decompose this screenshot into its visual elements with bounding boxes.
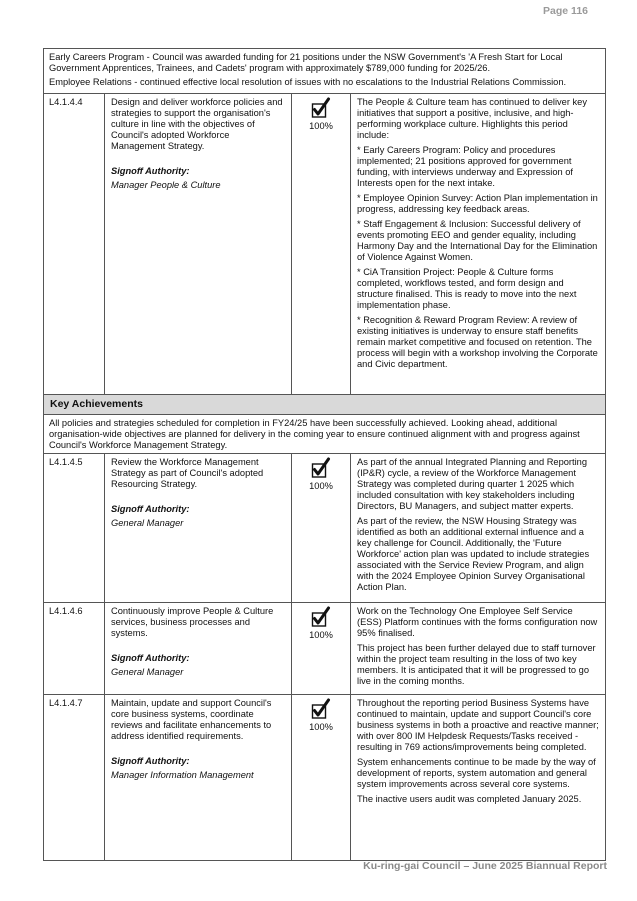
signoff-label: Signoff Authority: (111, 166, 190, 176)
completion-percent: 100% (309, 121, 333, 131)
comment-paragraph: As part of the review, the NSW Housing Strategy was identified as both an additional external influence and a key challenge for Council. Additionally, the 'Future Workforce' action plan was updated to include strategies associated with the Service Review Program, and align with the 2024 Employee Opinion Survey Organisational Action Plan. (357, 516, 590, 592)
comment-paragraph: As part of the annual Integrated Planning and Reporting (IP&R) cycle, a review of the Workforce Management Strategy was completed during quarter 1 2025 which included consultation with key stakeholders including Directors, BU Managers, and subject matter experts. (357, 457, 588, 511)
comment-paragraph: * Early Careers Program: Policy and procedures implemented; 21 positions approved for government funding, with interviews underway and Expression of Interests open for the next intake. (357, 145, 574, 188)
action-description: Continuously improve People & Culture services, business processes and systems. (111, 606, 274, 638)
comment-paragraph: Work on the Technology One Employee Self Service (ESS) Platform continues with the forms configuration now 95% finalised. (357, 606, 598, 638)
comments-cell (351, 94, 605, 394)
action-code: L4.1.4.6 (44, 603, 105, 694)
checkbox-tick-icon (292, 457, 350, 479)
action-description-cell (105, 454, 292, 602)
action-code: L4.1.4.5 (44, 454, 105, 602)
page-number: Page 116 (543, 5, 588, 17)
action-description-cell (105, 603, 292, 694)
signoff-name: General Manager (111, 518, 184, 528)
comments-cell (351, 695, 605, 860)
signoff-name: General Manager (111, 667, 184, 677)
comment-paragraph: * Employee Opinion Survey: Action Plan implementation in progress, addressing key feedback areas. (357, 193, 598, 214)
key-achievements-text: All policies and strategies scheduled for completion in FY24/25 have been successfully achieved. Looking ahead, additional organisation-wide objectives are planned for delivery in the coming year to ensure continued alignment with and progress against Council's Workforce Management Strategy. (49, 418, 580, 450)
signoff-label: Signoff Authority: (111, 756, 190, 766)
comment-paragraph: * Recognition & Reward Program Review: A review of existing initiatives is underway to ensure staff benefits remain market competitive and focused on retention. The process will begin with a workshop involving the Corporate and Civic department. (357, 315, 598, 369)
checkbox-tick-icon (292, 606, 350, 628)
intro-employee-relations: Employee Relations - continued effective local resolution of issues with no escalations to the Industrial Relations Commission. (49, 77, 567, 87)
action-description-cell (105, 94, 292, 394)
comment-paragraph: Throughout the reporting period Business Systems have continued to maintain, update and support Council's core business systems in both a proactive and reactive manner; with over 800 IM Helpdesk Requests/Tasks received - resulting in 769 actions/improvements being completed. (357, 698, 599, 752)
action-description: Maintain, update and support Council's core business systems, coordinate reviews and facilitate enhancements to address identified requirements. (111, 698, 272, 741)
intro-block (44, 49, 605, 93)
action-description: Design and deliver workforce policies and strategies to support the organisation's culture in line with the objectives of Council's adopted Workforce Management Strategy. (111, 97, 283, 151)
key-achievements-heading: Key Achievements (44, 394, 605, 414)
checkbox-tick-icon (292, 698, 350, 720)
comment-paragraph: * CiA Transition Project: People & Culture forms completed, workflows tested, and form design and structure finalised. This is ready to move into the next implementation phase. (357, 267, 577, 310)
signoff-name: Manager People & Culture (111, 180, 221, 190)
key-achievements-text-block (44, 414, 605, 453)
rows-bottom (44, 453, 605, 860)
comment-paragraph: System enhancements continue to be made by the way of development of reports, system automation and general system improvements across several core systems. (357, 757, 596, 789)
completion-percent: 100% (309, 722, 333, 732)
table-box (43, 48, 606, 861)
status-cell (292, 695, 351, 860)
rows-top (44, 93, 605, 394)
action-code: L4.1.4.4 (44, 94, 105, 394)
comments-cell (351, 454, 605, 602)
table-row (44, 93, 605, 394)
table-row (44, 602, 605, 694)
signoff-label: Signoff Authority: (111, 504, 190, 514)
comment-paragraph: The People & Culture team has continued to deliver key initiatives that support a positive, inclusive, and high-performing workplace culture. Highlights this period include: (357, 97, 587, 140)
table-row (44, 453, 605, 602)
action-code: L4.1.4.7 (44, 695, 105, 860)
intro-early-careers: Early Careers Program - Council was awarded funding for 21 positions under the NSW Government's 'A Fresh Start for Local Government Apprentices, Trainees, and Cadets' program with approximately $789,000 funding for 2025/26. (49, 52, 563, 73)
completion-percent: 100% (309, 481, 333, 491)
action-description: Review the Workforce Management Strategy as part of Council's adopted Resourcing Strategy. (111, 457, 264, 489)
comment-paragraph: The inactive users audit was completed January 2025. (357, 794, 582, 804)
checkbox-tick-icon (292, 97, 350, 119)
status-cell (292, 603, 351, 694)
comment-paragraph: This project has been further delayed due to staff turnover within the project team resulting in the loss of two key members. It is anticipated that it will be progressed to go live in the coming months. (357, 643, 596, 686)
table-row (44, 694, 605, 860)
status-cell (292, 454, 351, 602)
report-table (43, 48, 606, 861)
signoff-label: Signoff Authority: (111, 653, 190, 663)
comments-cell (351, 603, 605, 694)
action-description-cell (105, 695, 292, 860)
completion-percent: 100% (309, 630, 333, 640)
status-cell (292, 94, 351, 394)
signoff-name: Manager Information Management (111, 770, 254, 780)
footer-text: Ku-ring-gai Council – June 2025 Biannual Report (363, 860, 607, 872)
comment-paragraph: * Staff Engagement & Inclusion: Successful delivery of events promoting EEO and gender equality, including Harmony Day and the International Day for the Elimination of Violence Against Women. (357, 219, 598, 262)
